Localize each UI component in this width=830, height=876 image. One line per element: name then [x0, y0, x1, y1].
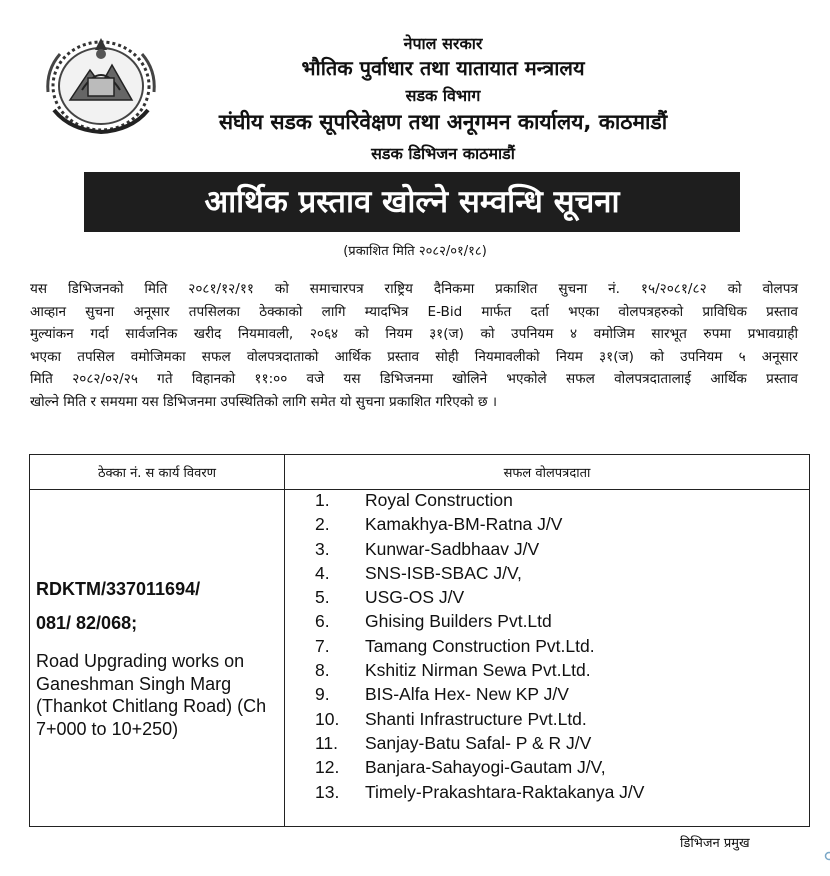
- bidder-name: Timely-Prakashtara-Raktakanya J/V: [365, 781, 645, 802]
- bidder-number: 3.: [315, 538, 330, 559]
- col-header-bidders: सफल वोलपत्रदाता: [285, 455, 810, 490]
- bidder-name: Kamakhya-BM-Ratna J/V: [365, 514, 563, 535]
- bidder-name: Shanti Infrastructure Pvt.Ltd.: [365, 708, 587, 729]
- bidder-number: 7.: [315, 635, 330, 656]
- bidder-name: Royal Construction: [365, 490, 513, 510]
- department-name: सडक विभाग: [405, 86, 481, 105]
- body-line: यस डिभिजनको मिति २०८१/१२/११ को समाचारपत्र राष्ट्रिय दैनिकमा प्रकाशित सुचना नं. १५/२०८१/८२ को वोलपत्र: [30, 281, 798, 297]
- list-item: [285, 780, 809, 804]
- bidder-number: 12.: [315, 757, 340, 778]
- list-item: [285, 707, 809, 731]
- list-item: [285, 512, 809, 536]
- bidder-name: SNS-ISB-SBAC J/V,: [365, 562, 522, 583]
- col-header-contract: ठेक्का नं. स कार्य विवरण: [30, 455, 285, 490]
- bidder-name: Tamang Construction Pvt.Ltd.: [365, 635, 595, 656]
- table-row: [30, 490, 810, 827]
- bidder-number: 2.: [315, 514, 330, 535]
- list-item: [285, 537, 809, 561]
- list-item: [285, 634, 809, 658]
- ministry-name: भौतिक पुर्वाधार तथा यातायात मन्त्रालय: [301, 56, 585, 80]
- bidders-cell: [285, 490, 810, 827]
- bidder-number: 9.: [315, 684, 330, 705]
- govt-name: नेपाल सरकार: [403, 34, 483, 53]
- contract-cell: [30, 490, 285, 827]
- contract-code-line1: RDKTM/337011694/: [36, 579, 201, 599]
- bidder-name: USG-OS J/V: [365, 587, 465, 608]
- list-item: [285, 682, 809, 706]
- notice-body: [30, 278, 798, 414]
- list-item: [285, 585, 809, 609]
- bidder-number: 5.: [315, 587, 330, 608]
- bidder-number: 1.: [315, 490, 330, 510]
- contract-table: [29, 454, 810, 827]
- division-name: सडक डिभिजन काठमाडौं: [371, 144, 515, 163]
- list-item: [285, 658, 809, 682]
- bidder-name: Ghising Builders Pvt.Ltd: [365, 611, 552, 632]
- office-name: संघीय सडक सूपरिवेक्षण तथा अनूगमन कार्यालय, काठमाडौं: [218, 110, 668, 134]
- table-header-row: [30, 455, 810, 490]
- list-item: [285, 488, 809, 512]
- contract-code-line2: 081/ 82/068;: [36, 613, 138, 633]
- bidder-number: 4.: [315, 562, 330, 583]
- body-line: भएका तपसिल वमोजिमका सफल वोलपत्रदाताको आर्थिक प्रस्ताव सोही नियमावलीको नियम ३१(ज) को उपनियम ५ अनूसार: [30, 348, 798, 365]
- edge-mark: [822, 848, 830, 862]
- bidder-number: 10.: [315, 708, 340, 729]
- bidder-number: 11.: [315, 732, 339, 753]
- bidder-number: 13.: [315, 781, 340, 802]
- body-line: मुल्यांकन गर्दा सार्वजनिक खरीद नियमावली, २०६४ को नियम ३१(ज) को उपनियम ४ वमोजिम सारभूत रुपमा प्रभावग्राही: [30, 326, 799, 343]
- notice-title-banner: आर्थिक प्रस्ताव खोल्ने सम्वन्धि सूचना: [84, 172, 740, 232]
- bidder-name: Banjara-Sahayogi-Gautam J/V,: [365, 757, 606, 778]
- body-line: मिति २०८२/०२/२५ गते विहानको ११:०० वजे यस डिभिजनमा खोलिने भएकोले सफल वोलपत्रदातालाई आर्थिक प्रस्ताव: [30, 371, 798, 388]
- bidder-name: BIS-Alfa Hex- New KP J/V: [365, 684, 569, 705]
- bidder-name: Sanjay-Batu Safal- P & R J/V: [365, 732, 592, 753]
- published-date: (प्रकाशित मिति २०८२/०१/१८): [343, 244, 487, 259]
- bidder-name: Kshitiz Nirman Sewa Pvt.Ltd.: [365, 660, 591, 681]
- body-line: आव्हान सुचना अनूसार तपसिलका ठेक्काको लागि म्यादभित्र E-Bid मार्फत दर्ता भएका वोलपत्रहरुको प्राविधिक प्रस्ताव: [30, 303, 798, 320]
- list-item: [285, 731, 809, 755]
- contract-description: Road Upgrading works on Ganeshman Singh Marg (Thankot Chitlang Road) (Ch 7+000 to 10+250): [36, 651, 267, 739]
- list-item: [285, 561, 809, 585]
- bidder-number: 6.: [315, 611, 330, 632]
- list-item: [285, 755, 809, 779]
- bidder-name: Kunwar-Sadbhaav J/V: [365, 538, 540, 559]
- signer-title: डिभिजन प्रमुख: [680, 836, 750, 851]
- list-item: [285, 609, 809, 633]
- body-line: खोल्ने मिति र समयमा यस डिभिजनमा उपस्थितिको लागि समेत यो सुचना प्रकाशित गरिएको छ ।: [30, 393, 498, 410]
- bidder-list: [285, 488, 809, 804]
- bidder-number: 8.: [315, 660, 330, 681]
